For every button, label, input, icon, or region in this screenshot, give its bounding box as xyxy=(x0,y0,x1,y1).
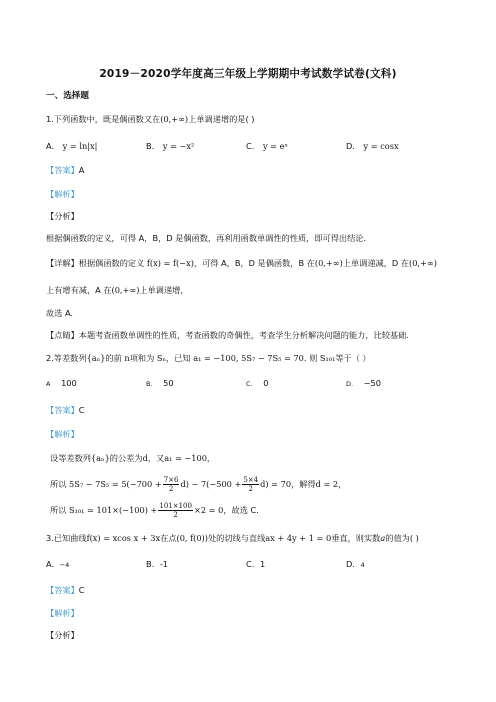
q1-detail-line-1 xyxy=(46,257,437,269)
option-letter: C. xyxy=(246,559,255,569)
q3-option-b xyxy=(146,558,168,570)
sol-text: ，又 xyxy=(147,453,165,463)
answer-value: A xyxy=(78,165,85,175)
option-expr: y = −x² xyxy=(162,141,195,151)
q2-option-d xyxy=(346,377,381,390)
point: (0, f(0)) xyxy=(176,533,208,543)
interval: (0,+∞) xyxy=(409,258,437,268)
page-title: 2019－2020学年度高三年级上学期期中考试数学试卷(文科) xyxy=(99,68,397,80)
sol-text: 所以 xyxy=(50,479,67,489)
fraction-num: 5×4 xyxy=(243,476,259,484)
q1-option-a xyxy=(46,140,97,152)
option-letter: C. xyxy=(246,380,253,388)
answer-label: 【答案】 xyxy=(46,165,79,175)
question-1-stem xyxy=(46,113,254,125)
sol-expr: S₁₀₁ = 101×(−100) + xyxy=(69,505,158,515)
fraction xyxy=(242,476,259,493)
stem-text: 的前 xyxy=(105,353,122,363)
stem-text: 2.等差数列 xyxy=(46,353,87,363)
q2-option-b xyxy=(146,377,174,390)
question-2-stem xyxy=(46,352,371,364)
var-n: n xyxy=(124,353,130,363)
interval: (0,+∞) xyxy=(111,285,140,295)
sol-text: 所以 xyxy=(50,505,67,515)
var-d: d xyxy=(142,453,148,463)
detail-expr: f(x) = f(−x) xyxy=(146,258,194,268)
section-heading: 一、选择题 xyxy=(46,91,89,101)
target: S₁₀₁ xyxy=(319,353,336,363)
stem-text: 项和为 xyxy=(129,353,155,363)
option-letter: B. xyxy=(146,559,155,569)
option-value: 100 xyxy=(61,378,77,388)
answer-label: 【答案】 xyxy=(46,585,79,595)
option-expr: y = eˣ xyxy=(262,141,288,151)
stem-text: 在点 xyxy=(160,533,177,543)
detail-text: 上有增有减，A 在 xyxy=(46,285,112,295)
option-value: −50 xyxy=(363,378,381,388)
q1-fenxi-text: 根据偶函数的定义，可得 A，B，D 是偶函数，再利用函数单调性的性质，即可得出结论. xyxy=(46,233,367,243)
fraction-den: 2 xyxy=(248,485,253,493)
sol-expr: 5S₇ − 7S₅ = 5(−700 + xyxy=(69,479,162,489)
q2-solution-line-1 xyxy=(50,452,215,464)
option-value: 4 xyxy=(360,561,365,569)
option-expr: y = ln|x| xyxy=(62,141,98,151)
comment-text: 本题考查函数单调性的性质，考查函数的奇偶性，考查学生分析解决问题的能力，比较基础. xyxy=(78,330,409,340)
fraction-den: 2 xyxy=(173,511,178,519)
detail-text: 上单调递增， xyxy=(139,285,189,295)
q3-option-a xyxy=(46,558,69,571)
option-value: 1 xyxy=(259,559,266,569)
q1-option-c xyxy=(246,140,288,152)
option-letter: D. xyxy=(346,380,354,388)
interval: (0,+∞) xyxy=(314,258,343,268)
q1-answer xyxy=(46,164,84,176)
detail-text: 根据偶函数的定义 xyxy=(78,258,145,268)
var-a: a xyxy=(380,533,386,543)
sol-expr: d) − 7(−500 + xyxy=(180,479,242,489)
q2-analysis-label: 【解析】 xyxy=(46,429,79,439)
q1-stem-b: 上单调递增的是( ) xyxy=(188,114,255,124)
line-expr: ax + 4y + 1 = 0 xyxy=(265,533,332,543)
a1: a₁ = −100 xyxy=(164,453,207,463)
q1-fenxi-label: 【分析】 xyxy=(46,211,79,221)
option-letter: D. xyxy=(346,559,355,569)
q1-comment xyxy=(46,329,409,341)
answer-value: C xyxy=(78,405,85,415)
sol-expr: d) = 70 xyxy=(260,479,292,489)
stem-text: 的值为( ) xyxy=(385,533,419,543)
q3-option-d xyxy=(346,558,365,571)
option-value: −4 xyxy=(59,561,70,569)
option-letter: C. xyxy=(246,141,255,151)
q2-answer xyxy=(46,404,84,416)
q2-option-a xyxy=(46,377,77,390)
seq: {aₙ} xyxy=(86,353,106,363)
stem-text: 处的切线与直线 xyxy=(207,533,266,543)
sn: Sₙ xyxy=(156,353,167,363)
sol-text: 的公差为 xyxy=(109,453,143,463)
option-letter: A. xyxy=(46,559,55,569)
option-letter: D. xyxy=(346,141,355,151)
q1-option-b xyxy=(146,140,194,152)
detail-label: 【详解】 xyxy=(46,258,79,268)
q2-solution-line-2 xyxy=(50,474,346,494)
q1-conclusion: 故选 A. xyxy=(46,308,74,318)
q3-answer xyxy=(46,584,84,596)
sol-expr: d = 2 xyxy=(315,479,339,489)
question-3-stem xyxy=(46,532,419,544)
detail-text: 上单调递减，D 在 xyxy=(342,258,410,268)
option-letter: B. xyxy=(146,380,153,388)
stem-text: . 则 xyxy=(303,353,318,363)
seq: {aₙ} xyxy=(90,453,110,463)
q1-analysis-label: 【解析】 xyxy=(46,189,79,199)
sol-expr: ×2 = 0 xyxy=(193,505,224,515)
answer-label: 【答案】 xyxy=(46,405,79,415)
sol-text: ，故选 C. xyxy=(223,505,259,515)
option-value: 50 xyxy=(163,378,174,388)
q3-option-c xyxy=(246,558,265,570)
option-letter: A xyxy=(46,380,51,388)
sol-text: 设等差数列 xyxy=(50,453,91,463)
sol-text: ， xyxy=(338,479,347,489)
stem-text: 等于（ ） xyxy=(335,353,371,363)
sol-text: ， xyxy=(206,453,216,463)
q2-option-c xyxy=(246,377,268,390)
q1-detail-line-2 xyxy=(46,284,189,296)
fraction-num: 101×100 xyxy=(159,502,192,510)
fraction-den: 2 xyxy=(168,485,174,493)
q1-stem-a: 1.下列函数中，既是偶函数又在 xyxy=(46,114,161,124)
option-letter: A. xyxy=(46,141,55,151)
sol-text: ，解得 xyxy=(291,479,316,489)
option-letter: B. xyxy=(146,141,155,151)
fraction-num: 7×6 xyxy=(163,476,179,484)
stem-text: 3.已知曲线 xyxy=(46,533,87,543)
q3-fenxi-label: 【分析】 xyxy=(46,630,79,640)
q2-solution-line-3 xyxy=(50,500,259,520)
option-value: 0 xyxy=(263,378,269,388)
q3-analysis-label: 【解析】 xyxy=(46,608,79,618)
curve: f(x) = xcos x + 3x xyxy=(86,533,161,543)
fraction xyxy=(158,502,193,519)
fraction xyxy=(163,476,180,493)
answer-value: C xyxy=(78,585,85,595)
detail-text: ，可得 A，B，D 是偶函数，B 在 xyxy=(193,258,315,268)
comment-label: 【点睛】 xyxy=(46,330,79,340)
option-value: -1 xyxy=(159,559,169,569)
option-expr: y = cosx xyxy=(363,141,399,151)
given: a₁ = −100, 5S₇ − 7S₅ = 70 xyxy=(193,353,304,363)
q1-option-d xyxy=(346,140,399,152)
q1-interval: (0,+∞) xyxy=(160,114,189,124)
stem-text: ，已知 xyxy=(166,353,191,363)
stem-text: 垂直，则实数 xyxy=(331,533,381,543)
